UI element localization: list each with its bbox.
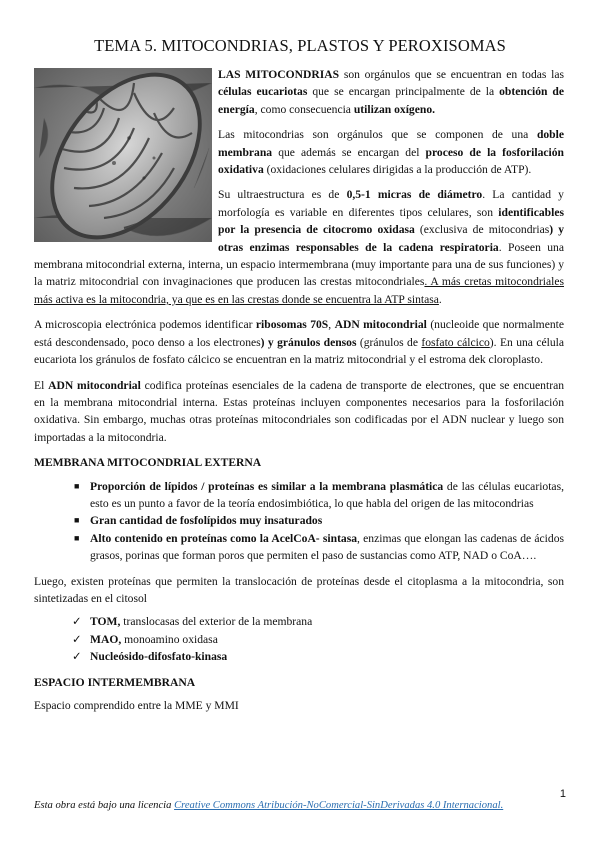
term-cadena-respiratoria: ) y otras enzimas responsables de la cadena respiratoria xyxy=(218,223,564,254)
text-span: ). En una célula eucariota los gránulos de fosfato cálcico se encuentran en la matriz mitocondrial y el estroma dek cloroplasto. xyxy=(34,335,564,367)
item-bold: Alto contenido en proteínas como la AcelCoA- sintasa xyxy=(90,531,358,545)
text-span: . Poseen una membrana mitocondrial externa, interna, un espacio intermembrana (muy importante para una de sus funciones) y la matriz mitocondrial con invaginaciones que producen las crestas mitocondriales xyxy=(34,240,564,289)
license-link[interactable]: Creative Commons Atribución-NoComercial-SinDerivadas 4.0 Internacional. xyxy=(174,800,504,811)
text-span: Su ultraestructura es de xyxy=(218,188,347,202)
list-item xyxy=(74,478,564,513)
term-doble-membrana: doble membrana xyxy=(218,128,564,159)
item-text: translocasas del exterior de la membrana xyxy=(120,615,313,629)
item-text: monoamino oxidasa xyxy=(121,632,218,646)
square-bullet-icon: ■ xyxy=(74,480,80,491)
check-icon: ✓ xyxy=(72,650,82,664)
page-number: 1 xyxy=(559,788,566,800)
list-item xyxy=(72,631,564,648)
item-bold: Gran cantidad de fosfolípidos muy insaturados xyxy=(90,514,323,528)
mitochondria-micrograph xyxy=(34,68,212,242)
paragraph-microscopy xyxy=(34,316,564,368)
text-span: . La cantidad y morfología es variable en diferentes tipos celulares, son xyxy=(218,188,564,219)
text-span: , xyxy=(328,318,335,332)
text-span: Las mitocondrias son orgánulos que se componen de una xyxy=(218,128,537,142)
term-granulos: ) y gránulos densos xyxy=(260,335,357,349)
square-bullet-icon: ■ xyxy=(74,532,80,543)
text-span: A microscopia electrónica podemos identificar xyxy=(34,318,256,332)
text-span: que se encargan principalmente de la xyxy=(307,85,500,99)
term-adn-mitocondrial: ADN mitocondrial xyxy=(48,378,141,392)
underlined-fosfato: fosfato cálcico xyxy=(421,335,490,349)
check-icon: ✓ xyxy=(72,615,82,629)
paragraph-dna xyxy=(34,377,564,447)
text-span: (nucleoide que normalmente está descondensado, poco denso a los electrones xyxy=(34,318,565,349)
heading-membrana-externa: MEMBRANA MITOCONDRIAL EXTERNA xyxy=(34,456,262,470)
list-item xyxy=(72,648,564,665)
text-span: (oxidaciones celulares dirigidas a la producción de ATP). xyxy=(263,163,532,177)
item-text: de las células eucariotas, esto es un punto a favor de la teoría endosimbiótica, lo que habla del origen de las mitocondrias xyxy=(90,479,564,510)
term-fosforilacion: proceso de la fosforilación oxidativa xyxy=(218,145,565,177)
paragraph-translocation: Luego, existen proteínas que permiten la translocación de proteínas desde el citoplasma a la mitocondria, son sintetizadas en el citosol xyxy=(34,574,564,605)
document-body xyxy=(34,66,564,722)
term-adn: ADN mitocondrial xyxy=(334,318,427,332)
text-span: El xyxy=(34,378,49,392)
square-bullet-icon: ■ xyxy=(74,515,80,526)
text-span: . xyxy=(438,292,442,306)
text-span: , como consecuencia xyxy=(254,102,354,116)
text-span: (gránulos de xyxy=(356,335,422,349)
term-oxigeno: utilizan oxígeno. xyxy=(353,102,436,116)
term-energia: obtención de energía xyxy=(218,85,565,116)
footer-prefix: Esta obra está bajo una licencia xyxy=(34,800,175,811)
list-item xyxy=(72,613,564,630)
item-bold: MAO, xyxy=(90,632,122,646)
term-ribosomas: ribosomas 70S xyxy=(255,318,329,332)
term-mitocondrias: LAS MITOCONDRIAS xyxy=(218,68,340,81)
term-citocromo: identificables por la presencia de citocromo oxidasa xyxy=(218,205,564,237)
item-bold: Nucleósido-difosfato-kinasa xyxy=(90,650,228,664)
underlined-crestas: . A más cretas mitocondriales más activa es la mitocondria, ya que es en las crestas donde se encuentra la ATP sintasa xyxy=(34,275,564,306)
license-footer xyxy=(34,800,574,811)
check-icon: ✓ xyxy=(72,632,82,646)
list-item xyxy=(74,530,564,565)
check-list xyxy=(34,613,564,665)
list-item xyxy=(74,512,564,529)
text-span: (exclusiva de mitocondrias xyxy=(414,223,550,237)
item-bold: TOM, xyxy=(90,615,121,629)
text-span: que además se encargan del xyxy=(272,145,426,159)
bullet-list xyxy=(34,478,564,565)
text-span: codifica proteínas esenciales de la cadena de transporte de electrones, que se encuentran en la membrana mitocondrial interna. Estas proteínas incluyen componentes necesarios para la fosforilación oxidativa. Sin embargo, muchas otras proteínas mitocondriales son codificadas por el ADN nuclear y luego son importadas a la mitocondria. xyxy=(34,378,565,444)
paragraph-intermembrana: Espacio comprendido entre la MME y MMI xyxy=(34,699,239,712)
term-eucariotas: células eucariotas xyxy=(218,85,308,99)
page-title: TEMA 5. MITOCONDRIAS, PLASTOS Y PEROXISOMAS xyxy=(94,36,506,55)
text-span: son orgánulos que se encuentran en todas las xyxy=(339,68,564,81)
heading-espacio-intermembrana: ESPACIO INTERMEMBRANA xyxy=(34,675,196,689)
item-text: , enzimas que elongan las cadenas de ácidos grasos, porinas que forman poros que permiten el paso de sustancias como ATP, NAD o CoA…. xyxy=(90,531,564,563)
item-bold: Proporción de lípidos / proteínas es similar a la membrana plasmática xyxy=(90,479,444,493)
term-diametro: 0,5-1 micras de diámetro xyxy=(346,188,483,202)
